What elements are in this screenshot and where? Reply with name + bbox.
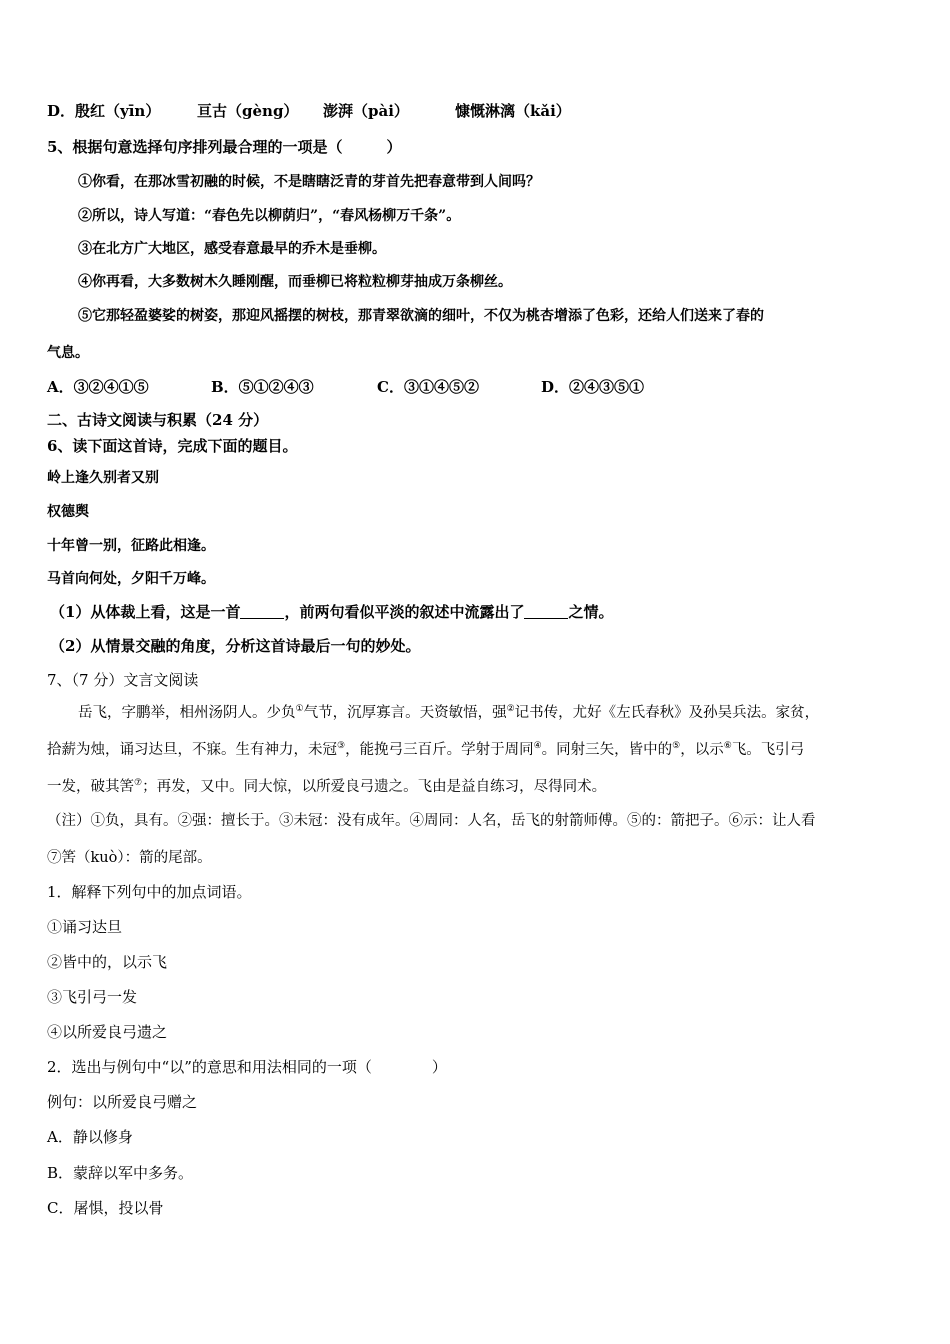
answer-blank[interactable]	[240, 604, 284, 619]
q7-passage-line-3	[47, 776, 606, 798]
q6-sub2: （2）从情景交融的角度，分析这首诗最后一句的妙处。	[50, 637, 421, 655]
q6-poem-title: 岭上逢久别者又别	[47, 470, 159, 486]
passage-text: 。同射三矢，皆中的	[541, 742, 673, 758]
q5-option-a: A．③②④①⑤	[47, 378, 149, 396]
q4-option-d-label: D．	[47, 102, 76, 120]
q7-sub2-stem-close: ）	[431, 1058, 447, 1076]
q7-sub2-option-a: A．静以修身	[47, 1128, 133, 1146]
q7-notes-line-2: ⑦筈（kuò）：箭的尾部。	[47, 850, 212, 866]
q5-stem	[47, 136, 401, 158]
q4-option-d-item: 慷慨淋漓（kǎi）	[455, 102, 571, 120]
q5-stem-text: 5、根据句意选择句序排列最合理的一项是（	[47, 138, 343, 156]
q7-passage-line-2	[47, 739, 804, 761]
q4-option-d-item: 亘古（gèng）	[197, 102, 299, 120]
passage-text: ，以示	[680, 742, 724, 758]
q7-stem: 7、（7 分）文言文阅读	[47, 671, 199, 689]
footnote-mark: ①	[295, 704, 304, 714]
q4-option-d-item: 殷红（yīn）	[75, 102, 161, 120]
q6-sub1-text: 之情。	[568, 603, 614, 621]
passage-text: 一发，破其筈	[47, 779, 134, 795]
q5-option-c: C．③①④⑤②	[377, 378, 479, 396]
q6-stem: 6、读下面这首诗，完成下面的题目。	[47, 437, 298, 455]
q7-sub1-stem: 1．解释下列句中的加点词语。	[47, 883, 252, 901]
passage-text: 岳飞，字鹏举，相州汤阴人。少负	[78, 705, 296, 721]
q7-sub2-stem-text: 2．选出与例句中“以”的意思和用法相同的一项（	[47, 1058, 372, 1076]
q5-option-b: B．⑤①②④③	[211, 378, 314, 396]
q6-poem-line-2: 马首向何处，夕阳千万峰。	[47, 571, 215, 587]
passage-text: 飞。飞引弓	[731, 742, 805, 758]
q7-sub1-item-2: ②皆中的，以示飞	[47, 953, 168, 971]
q5-sentence-2: ②所以，诗人写道：“春色先以柳荫归”，“春风杨柳万千条”。	[78, 208, 461, 224]
section-2-title: 二、古诗文阅读与积累（24 分）	[47, 411, 269, 429]
q5-sentence-5: ⑤它那轻盈婆娑的树姿，那迎风摇摆的树枝，那青翠欲滴的细叶，不仅为桃杏增添了色彩，还给人们送来了春的	[78, 308, 764, 324]
q5-sentence-1: ①你看，在那冰雪初融的时候，不是瞎瞎泛青的芽首先把春意带到人间吗？	[78, 174, 540, 190]
q4-option-d-item: 澎湃（pài）	[323, 102, 409, 120]
passage-text: 气节，沉厚寡言。天资敏悟，强	[303, 705, 507, 721]
q5-sentence-3: ③在北方广大地区，感受春意最早的乔木是垂柳。	[78, 241, 386, 257]
q4-option-d-row	[47, 100, 571, 122]
passage-text: ，能挽弓三百斤。学射于周同	[345, 742, 534, 758]
footnote-mark: ④	[533, 741, 542, 751]
passage-text: 拾薪为烛，诵习达旦，不寐。生有神力，未冠	[47, 742, 337, 758]
q7-sub2-option-b: B．蒙辞以军中多务。	[47, 1164, 194, 1182]
q5-stem-close: ）	[386, 138, 402, 156]
passage-text: 记书传，尤好《左氏春秋》及孙吴兵法。家贫，	[514, 705, 820, 721]
footnote-mark: ⑤	[672, 741, 681, 751]
passage-text: ；再发，又中。同大惊，以所爱良弓遗之。飞由是益自练习，尽得同术。	[142, 779, 607, 795]
q7-sub1-item-3: ③飞引弓一发	[47, 988, 138, 1006]
footnote-mark: ②	[506, 704, 515, 714]
answer-blank[interactable]	[524, 604, 568, 619]
q7-sub1-item-1: ①诵习达旦	[47, 918, 123, 936]
footnote-mark: ③	[337, 741, 346, 751]
q6-poem-author: 权德舆	[47, 504, 89, 520]
q7-sub2-stem	[47, 1056, 447, 1078]
q7-sub2-option-c: C．屠惧，投以骨	[47, 1199, 164, 1217]
q7-sub2-example: 例句：以所爱良弓赠之	[47, 1093, 198, 1111]
footnote-mark: ⑥	[723, 741, 732, 751]
q5-option-d: D．②④③⑤①	[541, 378, 645, 396]
q7-sub1-item-4: ④以所爱良弓遗之	[47, 1023, 168, 1041]
footnote-mark: ⑦	[134, 778, 143, 788]
q7-notes-line-1: （注）①负，具有。②强：擅长于。③未冠：没有成年。④周同：人名，岳飞的射箭师傅。⑤的：箭把子。⑥示：让人看	[47, 813, 816, 829]
q6-sub1-text: （1）从体裁上看，这是一首	[50, 603, 241, 621]
q6-sub1	[50, 601, 613, 623]
q7-passage-line-1	[78, 702, 819, 724]
q6-poem-line-1: 十年曾一别，征路此相逢。	[47, 538, 215, 554]
q5-sentence-5-cont: 气息。	[47, 345, 89, 361]
q6-sub1-text: ，前两句看似平淡的叙述中流露出了	[284, 603, 525, 621]
q5-sentence-4: ④你再看，大多数树木久睡刚醒，而垂柳已将粒粒柳芽抽成万条柳丝。	[78, 274, 512, 290]
